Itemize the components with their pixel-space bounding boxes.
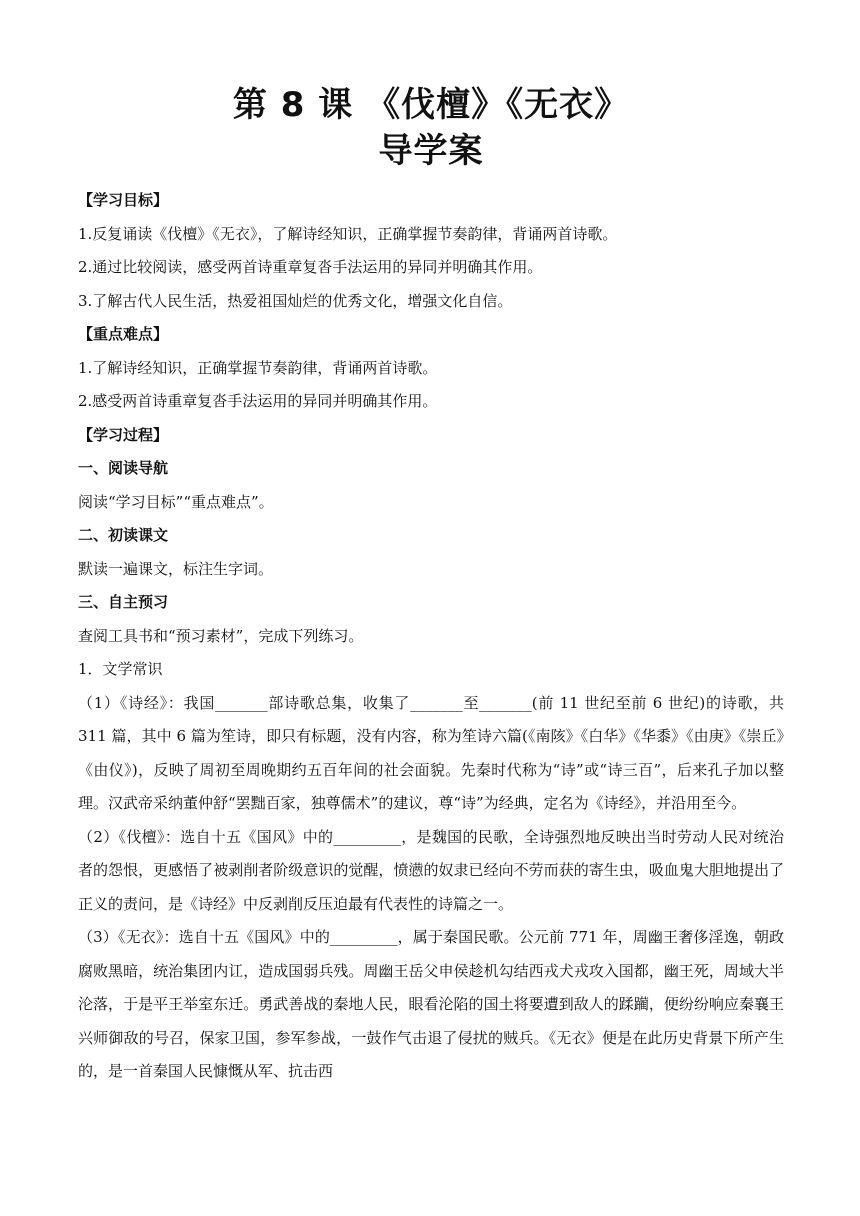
document-page [78, 82, 784, 1089]
document-subtitle: 导学案 [378, 131, 484, 171]
key-point-item: 1.了解诗经知识，正确掌握节奏韵律，背诵两首诗歌。 [78, 358, 438, 377]
self-study-text: 查阅工具书和“预习素材”，完成下列练习。 [78, 626, 364, 645]
spacer [78, 174, 784, 184]
learning-goals-heading: 【学习目标】 [78, 191, 169, 209]
key-point-item: 2.感受两首诗重章复沓手法运用的异同并明确其作用。 [78, 392, 438, 410]
key-points-heading: 【重点难点】 [78, 325, 169, 343]
learning-goals-section [78, 184, 784, 318]
learning-goal-item: 1.反复诵读《伐檀》《无衣》，了解诗经知识，正确掌握节奏韵律，背诵两首诗歌。 [78, 224, 618, 243]
learning-goal-item: 3.了解古代人民生活，热爱祖国灿烂的优秀文化，增强文化自信。 [78, 291, 513, 310]
fatan-paragraph: （2）《伐檀》：选自十五《国风》中的_________，是魏国的民歌，全诗强烈地反映出当时劳动人民对统治者的怨恨，更感悟了被剥削者阶级意识的觉醒，愤懑的奴隶已经向不劳而获的寄生虫，吸血鬼大胆地提出了正义的责问，是《诗经》中反剥削反压迫最有代表性的诗篇之一。 [78, 827, 784, 913]
reading-navigation-heading: 一、阅读导航 [78, 459, 169, 477]
first-reading-text: 默读一遍课文，标注生字词。 [78, 559, 274, 578]
self-study-heading: 三、自主预习 [78, 593, 169, 611]
wuyi-paragraph: （3）《无衣》：选自十五《国风》中的_________，属于秦国民歌。公元前 771 年，周幽王奢侈淫逸，朝政腐败黑暗，统治集团内讧，造成国弱兵残。周幽王岳父申侯趁机勾结西戎犬戎攻入国都，幽王死，周域大半沦落，于是平王举室东迁。勇武善战的秦地人民，眼看沦陷的国土将要遭到敌人的蹂躏，便纷纷响应秦襄王兴师御敌的号召，保家卫国，参军参战，一鼓作气击退了侵扰的贼兵。《无衣》便是在此历史背景下所产生的，是一首秦国人民慷慨从军、抗击西 [78, 928, 784, 1080]
first-reading-heading: 二、初读课文 [78, 526, 169, 544]
document-title: 第 8 课 《伐檀》《无衣》 [232, 85, 630, 125]
learning-goal-item: 2.通过比较阅读，感受两首诗重章复沓手法运用的异同并明确其作用。 [78, 258, 543, 276]
key-points-section [78, 318, 784, 419]
shijing-paragraph: （1）《诗经》：我国_______部诗歌总集，收集了_______至_______(前 11 世纪至前 6 世纪)的诗歌，共 311 篇，其中 6 篇为笙诗，即只有标题，没有内容，称为笙诗六篇(《南陔》《白华》《华黍》《由庚》《崇丘》《由仪》)，反映了周初至周晚期约五百年间的社会面貌。先秦时代称为“诗”或“诗三百”，后来孔子加以整理。汉武帝采纳董仲舒“罢黜百家，独尊儒术”的建议，尊“诗”为经典，定名为《诗经》，并沿用至今。 [78, 693, 784, 812]
learning-process-section [78, 419, 784, 1089]
reading-navigation-text: 阅读“学习目标”“重点难点”。 [78, 492, 274, 511]
learning-process-heading: 【学习过程】 [78, 425, 169, 444]
literary-knowledge-heading: 1．文学常识 [78, 660, 163, 678]
